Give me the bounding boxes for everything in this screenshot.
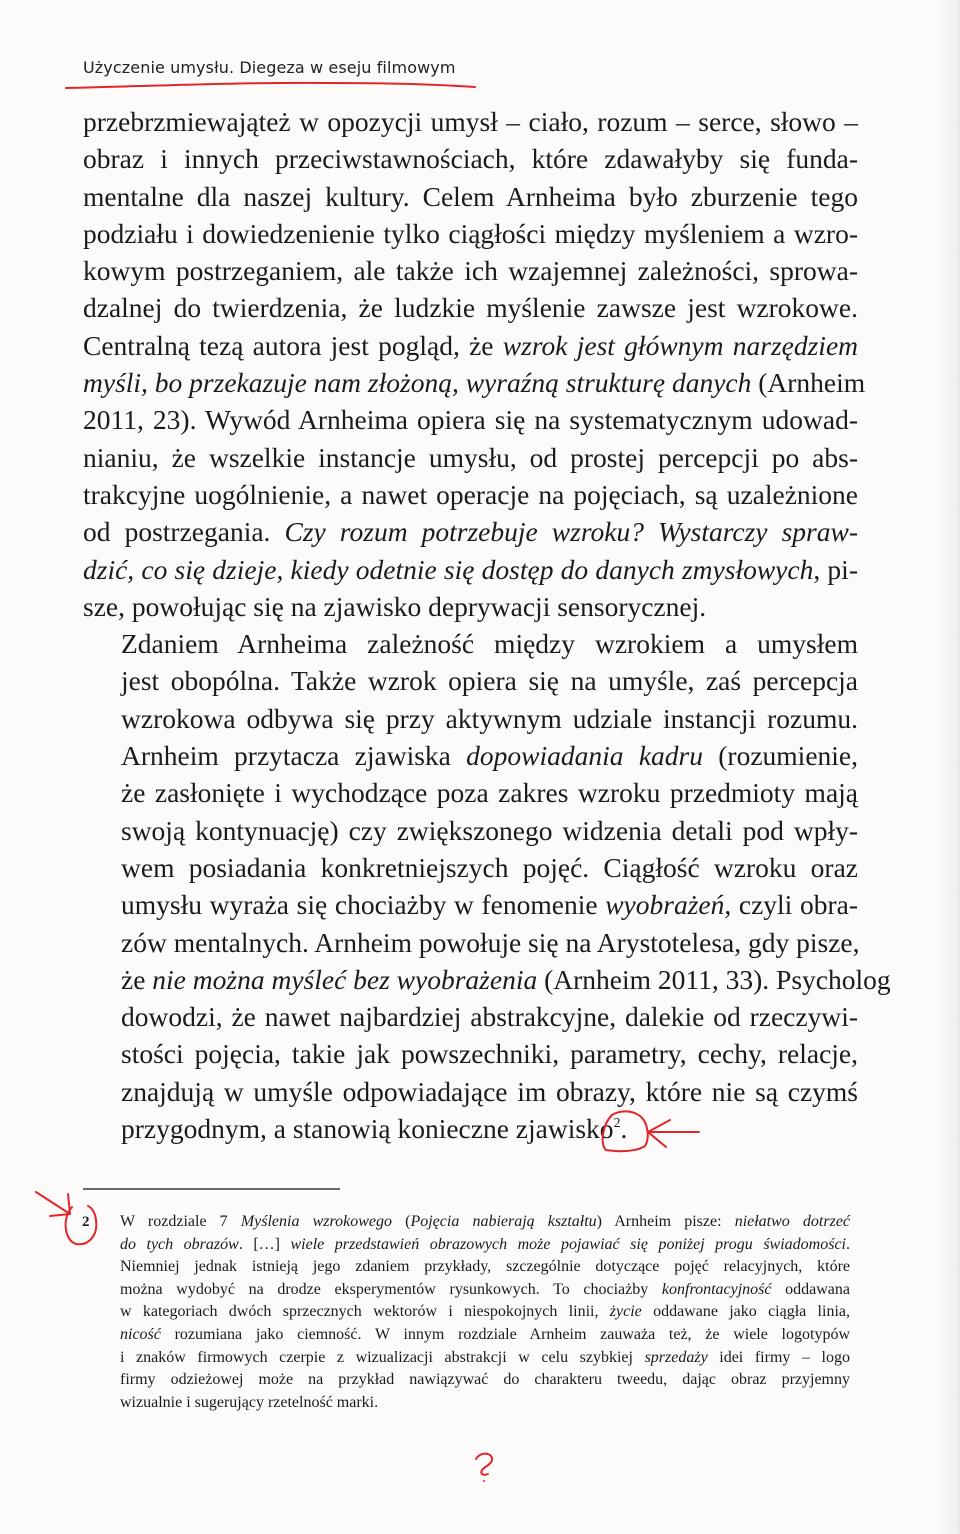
italic-text: Myślenia wzrokowego	[240, 1213, 392, 1230]
italic-text: konfrontacyjność	[661, 1280, 772, 1298]
text-line	[83, 1073, 858, 1110]
text-run: zów mentalnych. Arnheim powołuje się na Arystotelesa, gdy pisze,	[121, 926, 860, 958]
text-run: (Arnheim	[751, 367, 866, 399]
text-run: , pi-	[813, 553, 858, 585]
text-run: że	[121, 963, 153, 995]
text-line	[83, 364, 866, 401]
text-run: dzalnej do twierdzenia, że ludzkie myślenie zawsze jest wzrokowe.	[83, 292, 858, 324]
italic-text: niełatwo dotrzeć	[734, 1213, 851, 1230]
text-run: .	[620, 1113, 628, 1145]
text-line	[83, 513, 858, 550]
text-run: że zasłonięte i wychodzące poza zakres wzroku przedmioty mają	[121, 777, 858, 809]
text-line	[83, 103, 858, 140]
italic-text: wzrok jest głównym narzędziem	[502, 329, 859, 361]
italic-text: Czy rozum potrzebuje wzroku? Wystarczy spraw-	[284, 516, 858, 548]
italic-text: do tych obrazów	[120, 1235, 239, 1253]
footnote-number: 2	[82, 1214, 90, 1230]
text-run: wzrokowa odbywa się przy aktywnym udziale instancji rozumu.	[121, 702, 858, 734]
footnote-separator	[83, 1188, 340, 1190]
footnote-line	[120, 1324, 850, 1347]
text-run: Niemniej jednak istnieją jego zdaniem przykłady, szczególnie dotyczące pojęć relacyjnych, które	[120, 1258, 850, 1276]
italic-text: wyobrażeń	[605, 889, 725, 921]
text-run: od postrzegania.	[83, 516, 285, 548]
footnote-line	[120, 1256, 850, 1279]
text-run: Arnheim przytacza zjawiska	[121, 740, 467, 772]
text-line	[83, 588, 858, 625]
text-line	[83, 1035, 858, 1072]
text-line	[83, 998, 858, 1035]
footnote-line	[120, 1347, 850, 1370]
footnote-line	[120, 1279, 850, 1302]
question-mark-icon	[476, 1454, 492, 1475]
text-run: obraz i innych przeciwstawnościach, które zdawałyby się funda-	[83, 143, 858, 175]
footnote-line	[120, 1392, 850, 1415]
text-line	[83, 961, 891, 998]
footnote-line	[120, 1211, 850, 1234]
footnote-reference: 2	[613, 1115, 621, 1131]
text-line	[83, 700, 858, 737]
text-run: idei firmy – logo	[707, 1348, 850, 1366]
text-run: ) Arnheim pisze:	[596, 1213, 735, 1230]
italic-text: sprzedaży	[644, 1348, 708, 1366]
italic-text: wiele przedstawień obrazowych może pojawiać się poniżej progu świadomości	[290, 1235, 846, 1253]
italic-text: Pojęcia nabierają kształtu	[410, 1213, 597, 1230]
main-text	[83, 103, 891, 1147]
text-run: rozumiana jako ciemność. W innym rozdziale Arnheim zauważa też, że wiele logotypów	[160, 1325, 850, 1343]
text-line	[83, 886, 858, 923]
footnote-line	[120, 1234, 850, 1257]
text-run: nianiu, że wszelkie instancje umysłu, od prostej percepcji po abs-	[83, 441, 858, 473]
text-run: w kategoriach dwóch sprzecznych wektorów i niespokojnych linii,	[120, 1303, 610, 1321]
text-run: W rozdziale 7	[120, 1213, 241, 1230]
text-run: Zdaniem Arnheima zależność między wzrokiem a umysłem	[121, 628, 858, 660]
text-run: oddawane jako ciągła linia,	[641, 1303, 850, 1321]
arrow-footnote-number-icon	[36, 1192, 70, 1216]
text-line	[83, 178, 858, 215]
italic-text: dopowiadania kadru	[466, 740, 703, 772]
text-line	[83, 737, 858, 774]
text-run: . […]	[238, 1235, 291, 1253]
text-run: znajdują w umyśle odpowiadające im obrazy, które nie są czymś	[121, 1075, 858, 1107]
text-run: sze, powołując się na zjawisko deprywacji sensorycznej.	[83, 590, 707, 622]
paragraph-1	[83, 103, 866, 625]
text-line	[83, 289, 858, 326]
text-run: (	[392, 1213, 411, 1230]
text-run: wem posiadania konkretniejszych pojęć. Ciągłość wzroku oraz	[121, 851, 858, 883]
text-run: przygodnym, a stanowią konieczne zjawisko	[121, 1113, 614, 1145]
page-edge-shadow	[938, 0, 960, 1534]
text-run: jest obopólna. Także wzrok opiera się na umyśle, zaś percepcja	[121, 665, 858, 697]
text-run: Centralną tezą autora jest pogląd, że	[83, 329, 503, 361]
text-run: dowodzi, że nawet najbardziej abstrakcyjne, dalekie od rzeczywi-	[121, 1001, 858, 1033]
text-line	[83, 439, 858, 476]
text-run: (rozumienie,	[702, 740, 859, 772]
circle-footnote-number-icon	[66, 1206, 97, 1244]
underline-running-head	[66, 83, 475, 88]
text-line	[83, 625, 858, 662]
text-run: można wydobyć na drodze eksperymentów rysunkowych. To chociażby	[120, 1280, 662, 1298]
paragraph-2	[83, 625, 891, 1147]
text-line	[83, 662, 858, 699]
running-head: Użyczenie umysłu. Diegeza w eseju filmowym	[83, 58, 456, 77]
italic-text: życie	[609, 1303, 642, 1321]
text-run: trakcyjne uogólnienie, a nawet operacje na pojęciach, są uzależnione	[83, 478, 858, 510]
text-line	[83, 774, 858, 811]
text-run: oddawana	[771, 1280, 851, 1298]
text-line	[83, 140, 858, 177]
text-run: mentalne dla naszej kultury. Celem Arnheima było zburzenie tego	[83, 180, 858, 212]
italic-text: myśli, bo przekazuje nam złożoną, wyraźną strukturę danych	[83, 367, 752, 399]
italic-text: dzić, co się dzieje, kiedy odetnie się dostęp do danych zmysłowych	[83, 553, 814, 585]
text-line	[83, 551, 858, 588]
text-line	[83, 1110, 858, 1147]
footnote-line	[120, 1301, 850, 1324]
text-run: (Arnheim 2011, 33). Psycholog	[537, 963, 891, 995]
footnote-text	[120, 1211, 850, 1414]
italic-text: nicość	[120, 1325, 161, 1343]
text-line	[83, 812, 858, 849]
text-run: stości pojęcia, takie jak powszechniki, parametry, cechy, relacje,	[121, 1038, 858, 1070]
text-run: swoją kontynuację) czy zwiększonego widzenia detali pod wpły-	[121, 814, 858, 846]
text-line	[83, 252, 858, 289]
text-line	[83, 849, 858, 886]
text-run: i znaków firmowych czerpie z wizualizacji abstrakcji w celu szybkiej	[120, 1348, 645, 1366]
text-line	[83, 924, 858, 961]
text-run: wizualnie i sugerujący rzetelność marki.	[120, 1393, 379, 1411]
text-run: 2011, 23). Wywód Arnheima opiera się na systematycznym udowad-	[83, 404, 858, 436]
footnote-line	[120, 1369, 850, 1392]
italic-text: nie można myśleć bez wyobrażenia	[152, 963, 538, 995]
text-line	[83, 327, 858, 364]
text-run: podziału i dowiedzenienie tylko ciągłości między myśleniem a wzro-	[83, 217, 858, 249]
text-run: , czyli obra-	[724, 889, 858, 921]
text-line	[83, 476, 858, 513]
text-run: firmy odzieżowej może na przykład nawiązywać do charakteru tweedu, dając obraz przyjemny	[120, 1371, 850, 1389]
text-run: umysłu wyraża się chociażby w fenomenie	[121, 889, 606, 921]
text-run: przebrzmiewająteż w opozycji umysł – ciało, rozum – serce, słowo –	[83, 106, 858, 137]
text-line	[83, 215, 858, 252]
text-line	[83, 401, 858, 438]
text-run: .	[846, 1235, 850, 1253]
text-run: kowym postrzeganiem, ale także ich wzajemnej zależności, sprowa-	[83, 255, 858, 287]
